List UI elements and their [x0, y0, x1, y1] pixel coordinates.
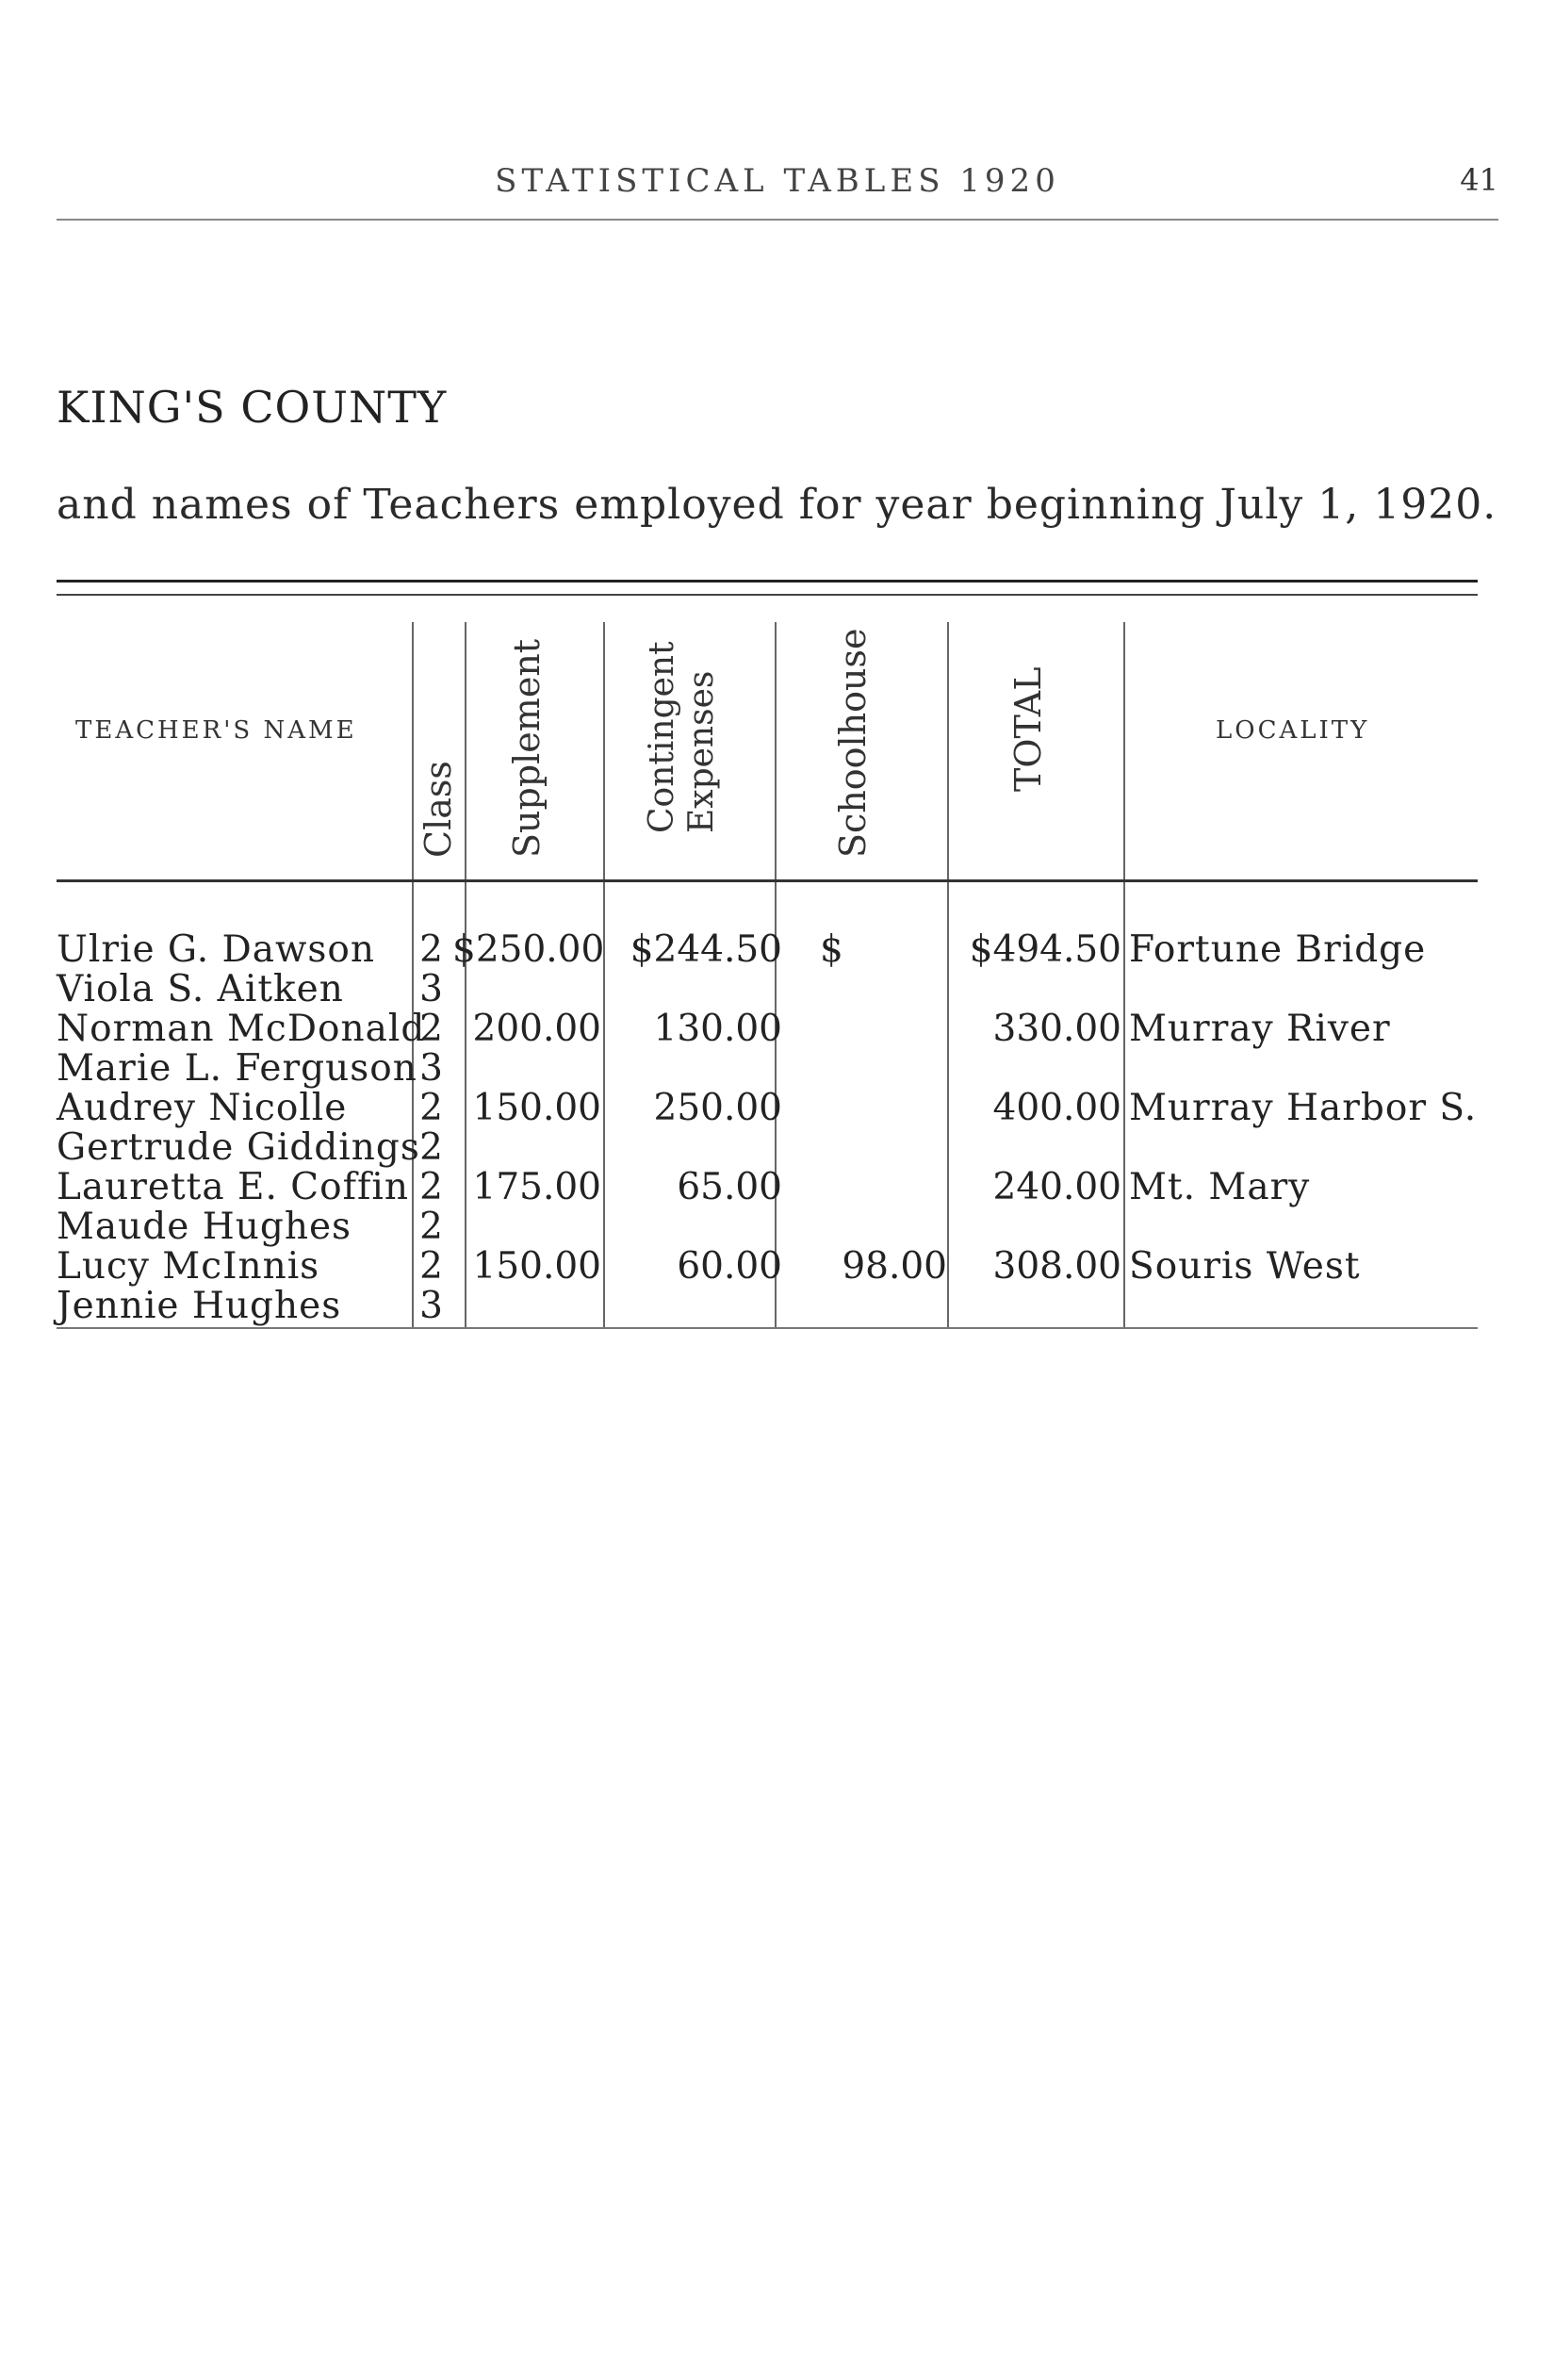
locality-value: Souris West	[1129, 1245, 1361, 1288]
teacher-name: Maude Hughes	[57, 1206, 352, 1248]
teacher-name: Lauretta E. Coffin	[57, 1166, 410, 1208]
header-divider	[57, 219, 1498, 221]
total-value: 240.00	[992, 1166, 1121, 1208]
supplement-value: 175.00	[472, 1166, 601, 1208]
total-value: 308.00	[992, 1245, 1121, 1288]
teacher-name: Audrey Nicolle	[57, 1087, 348, 1129]
supplement-value: 200.00	[472, 1008, 601, 1050]
contingent-value: $244.50	[630, 928, 782, 971]
header-schoolhouse: Schoolhouse	[832, 628, 874, 858]
teacher-name: Viola S. Aitken	[57, 968, 344, 1010]
table-row	[0, 1166, 1554, 1206]
page-number: 41	[1460, 162, 1498, 198]
contingent-value: 65.00	[677, 1166, 782, 1208]
table-row	[0, 1047, 1554, 1090]
running-head	[57, 162, 1498, 209]
header-supplement: Supplement	[506, 638, 548, 858]
locality-value: Mt. Mary	[1129, 1166, 1311, 1208]
header-class: Class	[417, 761, 459, 858]
teacher-class: 2	[419, 1206, 443, 1248]
teacher-name: Norman McDonald	[57, 1008, 426, 1050]
county-title: KING'S COUNTY	[57, 382, 448, 433]
table-row	[0, 1008, 1554, 1050]
teacher-class: 2	[419, 1245, 443, 1288]
teacher-class: 3	[419, 1047, 443, 1090]
teacher-name: Gertrude Giddings	[57, 1126, 420, 1169]
teacher-name: Ulrie G. Dawson	[57, 928, 376, 971]
total-value: 400.00	[992, 1087, 1121, 1129]
table-row	[0, 1126, 1554, 1169]
teacher-class: 2	[419, 928, 443, 971]
teacher-class: 3	[419, 1285, 443, 1327]
schoolhouse-value: 98.00	[842, 1245, 947, 1288]
schoolhouse-value: $	[820, 928, 843, 971]
contingent-value: 130.00	[653, 1008, 782, 1050]
table-top-rule	[57, 580, 1478, 583]
teacher-name: Marie L. Ferguson	[57, 1047, 417, 1090]
table-row	[0, 1206, 1554, 1248]
table-subtitle: and names of Teachers employed for year beginning July 1, 1920.	[57, 481, 1497, 529]
total-value: 330.00	[992, 1008, 1121, 1050]
contingent-value: 60.00	[677, 1245, 782, 1288]
table-row	[0, 928, 1554, 971]
locality-value: Fortune Bridge	[1129, 928, 1427, 971]
contingent-value: 250.00	[653, 1087, 782, 1129]
table-bottom-rule	[57, 1327, 1478, 1329]
teacher-class: 3	[419, 968, 443, 1010]
teacher-name: Lucy McInnis	[57, 1245, 320, 1288]
supplement-value: 150.00	[472, 1087, 601, 1129]
supplement-value: $250.00	[452, 928, 605, 971]
table-row	[0, 1245, 1554, 1288]
locality-value: Murray Harbor S.	[1129, 1087, 1478, 1129]
header-locality: LOCALITY	[1216, 716, 1370, 745]
table-row	[0, 1285, 1554, 1327]
locality-value: Murray River	[1129, 1008, 1391, 1050]
teacher-class: 2	[419, 1087, 443, 1129]
total-value: $494.50	[969, 928, 1121, 971]
table-row	[0, 968, 1554, 1008]
table-row	[0, 1087, 1554, 1129]
table-top-rule-thin	[57, 594, 1478, 596]
header-teacher-name: TEACHER'S NAME	[75, 716, 357, 745]
teacher-class: 2	[419, 1008, 443, 1050]
running-title: STATISTICAL TABLES 1920	[495, 162, 1060, 200]
supplement-value: 150.00	[472, 1245, 601, 1288]
header-bottom-rule	[57, 879, 1478, 882]
header-total: TOTAL	[1007, 666, 1049, 792]
header-contingent-expenses: Contingent Expenses	[643, 641, 721, 833]
teacher-class: 2	[419, 1126, 443, 1169]
teacher-name: Jennie Hughes	[57, 1285, 342, 1327]
teacher-class: 2	[419, 1166, 443, 1208]
